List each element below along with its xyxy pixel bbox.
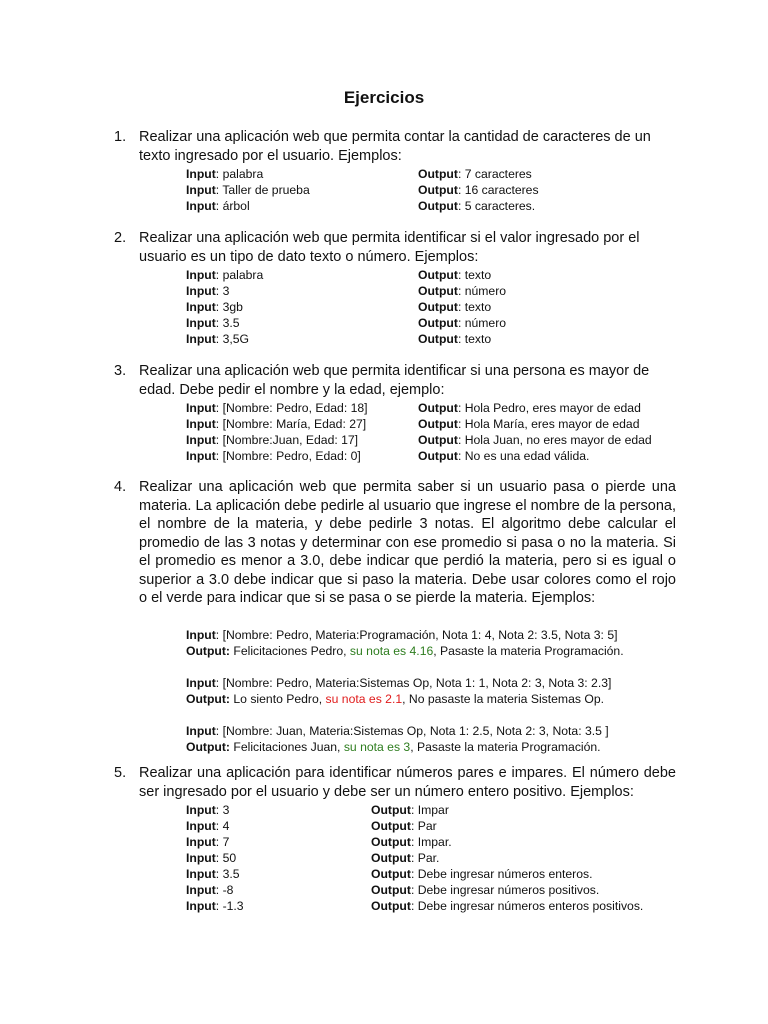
- example-list: [186, 802, 676, 914]
- example-row: Input: palabra Output: texto: [186, 268, 492, 282]
- example-row: Input: [Nombre: Pedro, Edad: 18] Output: Hola Pedro, eres mayor de edad: [186, 401, 641, 415]
- example-row: Input: -8 Output: Debe ingresar números positivos.: [186, 883, 600, 897]
- page-title: Ejercicios: [343, 88, 425, 107]
- example-row: Input: 4 Output: Par: [186, 819, 437, 833]
- example-row: Input: [Nombre: María, Edad: 27] Output: Hola María, eres mayor de edad: [186, 417, 640, 431]
- exercise-3: [114, 362, 676, 464]
- example-list: [186, 400, 676, 464]
- example-list: [186, 267, 676, 347]
- exercise-4: [114, 478, 676, 755]
- example-row: Input: Taller de prueba Output: 16 caracteres: [186, 183, 539, 197]
- example-list: [186, 166, 676, 214]
- example-row: Input: 50 Output: Par.: [186, 851, 440, 865]
- example-output: Output: Felicitaciones Pedro, su nota es 4.16, Pasaste la materia Programación.: [186, 643, 624, 658]
- example-output: Output: Felicitaciones Juan, su nota es 3, Pasaste la materia Programación.: [186, 739, 601, 754]
- exercise-number: 1.: [114, 129, 127, 145]
- exercise-text: Realizar una aplicación web que permita identificar si una persona es mayor de edad. Debe pedir el nombre y la edad, ejemplo:: [139, 363, 650, 398]
- example-input: Input: [Nombre: Pedro, Materia:Programación, Nota 1: 4, Nota 2: 3.5, Nota 3: 5]: [186, 627, 618, 642]
- example-row: Input: [Nombre:Juan, Edad: 17] Output: Hola Juan, no eres mayor de edad: [186, 433, 652, 447]
- example-input: Input: [Nombre: Juan, Materia:Sistemas Op, Nota 1: 2.5, Nota 2: 3, Nota: 3.5 ]: [186, 723, 609, 738]
- example-row: Input: 3.5 Output: Debe ingresar números enteros.: [186, 867, 593, 881]
- exercise-text: Realizar una aplicación para identificar números pares e impares. El número debe ser ingresado por el usuario y debe ser un número entero positivo. Ejemplos:: [139, 765, 676, 800]
- example-row: Input: [Nombre: Pedro, Edad: 0] Output: No es una edad válida.: [186, 449, 590, 463]
- exercise-number: 4.: [114, 479, 127, 495]
- example-input: Input: [Nombre: Pedro, Materia:Sistemas Op, Nota 1: 1, Nota 2: 3, Nota 3: 2.3]: [186, 675, 612, 690]
- exercise-1: [114, 128, 676, 214]
- example-row: Input: 7 Output: Impar.: [186, 835, 452, 849]
- example-row: Input: 3 Output: Impar: [186, 803, 449, 817]
- example-row: Input: -1.3 Output: Debe ingresar números enteros positivos.: [186, 899, 644, 913]
- example-row: Input: 3,5G Output: texto: [186, 332, 492, 346]
- example-row: Input: árbol Output: 5 caracteres.: [186, 199, 536, 213]
- exercise-text: Realizar una aplicación web que permita contar la cantidad de caracteres de un texto ingresado por el usuario. Ejemplos:: [139, 129, 651, 164]
- exercise-number: 2.: [114, 230, 127, 246]
- example-row: Input: palabra Output: 7 caracteres: [186, 167, 532, 181]
- exercise-number: 5.: [114, 765, 127, 781]
- example-row: Input: 3 Output: número: [186, 284, 507, 298]
- example-output: Output: Lo siento Pedro, su nota es 2.1, No pasaste la materia Sistemas Op.: [186, 691, 604, 706]
- exercise-5: [114, 764, 676, 914]
- exercise-2: [114, 229, 676, 347]
- exercise-text: Realizar una aplicación web que permita identificar si el valor ingresado por el usuario es un tipo de dato texto o número. Ejemplos:: [139, 230, 640, 265]
- exercise-text: Realizar una aplicación web que permita saber si un usuario pasa o pierde una materia. La aplicación debe pedirle al usuario que ingrese el nombre de la persona, el nombre de la materia, y debe pedirle 3 notas. El algoritmo debe calcular el promedio de las 3 notas y determinar con ese promedio si pasa o no la materia. Si el promedio es menor a 3.0, debe indicar que perdió la materia, pero si es igual o superior a 3.0 debe indicar que si paso la materia. Debe usar colores como el rojo o el verde para indicar que si se pasa o se pierde la materia. Ejemplos:: [139, 479, 676, 606]
- example-row: Input: 3gb Output: texto: [186, 300, 492, 314]
- example-row: Input: 3.5 Output: número: [186, 316, 507, 330]
- exercise-number: 3.: [114, 363, 127, 379]
